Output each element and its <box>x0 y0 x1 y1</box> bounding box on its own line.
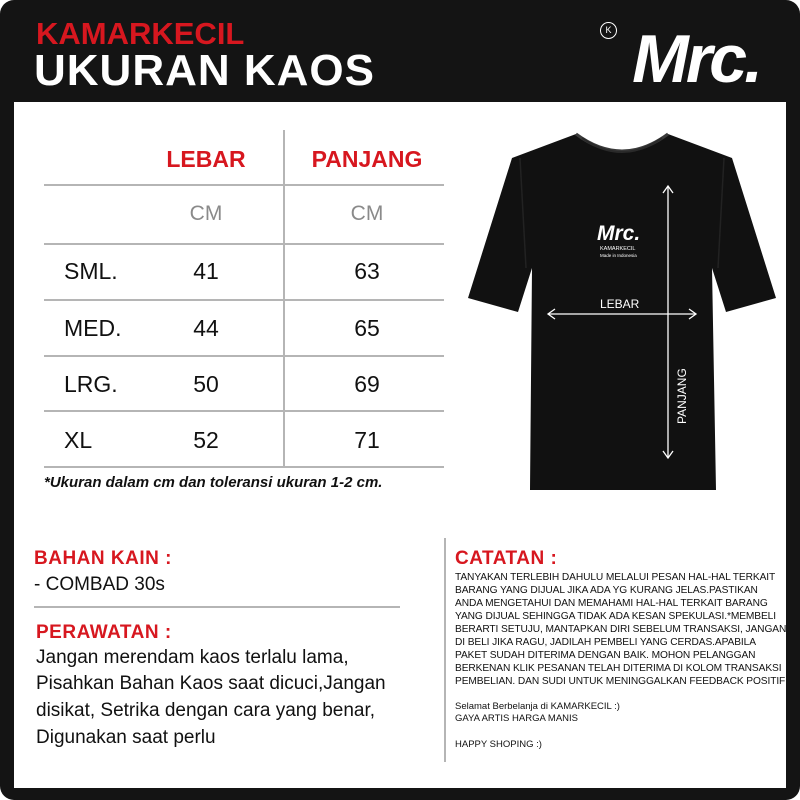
column-header-lebar: LEBAR <box>166 146 246 172</box>
notes-line: YANG DIJUAL SEHINGGA TIDAK ADA KESAN SPEKULASI.*MEMBELI <box>455 611 776 622</box>
size-label: XL <box>64 427 93 453</box>
size-label: LRG. <box>64 371 118 397</box>
table-divider <box>44 184 444 186</box>
panjang-value: 63 <box>354 258 380 284</box>
unit-lebar: CM <box>189 202 223 225</box>
shirt-print-logo: Mrc. <box>597 222 641 245</box>
table-divider <box>44 410 444 412</box>
width-label: LEBAR <box>600 297 640 311</box>
notes-line: ANDA MENGETAHUI DAN MEMAHAMI HAL-HAL TERKAIT BARANG <box>455 598 768 609</box>
care-line: Digunakan saat perlu <box>36 727 216 748</box>
notes-greeting: Selamat Berbelanja di KAMARKECIL :) <box>455 701 620 712</box>
table-divider-vertical <box>283 130 285 466</box>
notes-line: BERKENAN KLIK PESANAN TELAH DITERIMA DI KOLOM TRANSAKSI <box>455 663 782 674</box>
page-title: UKURAN KAOS <box>34 46 375 95</box>
registered-mark-icon: K <box>600 22 617 39</box>
shirt-print-brand: KAMARKECIL <box>600 246 636 252</box>
brand-name: KAMARKECIL <box>36 16 245 51</box>
lebar-value: 41 <box>193 258 219 284</box>
lebar-value: 50 <box>193 371 219 397</box>
lebar-value: 44 <box>193 315 219 341</box>
panjang-value: 71 <box>354 427 380 453</box>
notes-line: PAKET SUDAH DITERIMA DENGAN BAIK. MOHON PELANGGAN <box>455 650 756 661</box>
size-label: MED. <box>64 315 122 341</box>
tshirt-icon <box>464 128 780 504</box>
brand-logo: Mrc. <box>632 21 760 97</box>
notes-signoff: HAPPY SHOPING :) <box>455 739 542 750</box>
material-title: BAHAN KAIN : <box>34 548 172 569</box>
care-line: Pisahkan Bahan Kaos saat dicuci,Jangan <box>36 673 386 694</box>
notes-title: CATATAN : <box>455 548 558 569</box>
notes-line: BARANG YANG DIJUAL JIKA ADA YG KURANG JELAS.PASTIKAN <box>455 585 758 596</box>
table-divider <box>44 243 444 245</box>
notes-line: DI BELI JIKA RAGU, JADILAH PEMBELI YANG CERDAS.APABILA <box>455 637 756 648</box>
lebar-value: 52 <box>193 427 219 453</box>
unit-panjang: CM <box>350 202 384 225</box>
material-value: - COMBAD 30s <box>34 574 165 595</box>
table-divider <box>44 299 444 301</box>
column-header-panjang: PANJANG <box>311 146 423 172</box>
size-label: SML. <box>64 258 118 284</box>
notes-line: PEMBELIAN. DAN SUDI UNTUK MENINGGALKAN FEEDBACK POSITIF <box>455 676 786 687</box>
notes-tagline: GAYA ARTIS HARGA MANIS <box>455 713 579 724</box>
tshirt-illustration <box>464 128 780 504</box>
size-tolerance-note: *Ukuran dalam cm dan toleransi ukuran 1-2 cm. <box>44 474 383 491</box>
shirt-print-sub: Made in Indonesia <box>600 253 637 258</box>
care-line: Jangan merendam kaos terlalu lama, <box>36 647 349 668</box>
panjang-value: 69 <box>354 371 380 397</box>
notes-line: BERARTI SETUJU, MANTAPKAN DIRI SEBELUM TRANSAKSI, JANGAN <box>455 624 787 635</box>
material-divider <box>34 606 400 608</box>
care-line: disikat, Setrika dengan cara yang benar, <box>36 700 376 721</box>
table-divider <box>44 355 444 357</box>
length-label: PANJANG <box>675 368 689 424</box>
table-divider <box>44 466 444 468</box>
notes-line: TANYAKAN TERLEBIH DAHULU MELALUI PESAN HAL-HAL TERKAIT <box>455 572 776 583</box>
care-title: PERAWATAN : <box>36 622 172 643</box>
panjang-value: 65 <box>354 315 380 341</box>
section-divider <box>444 538 446 762</box>
